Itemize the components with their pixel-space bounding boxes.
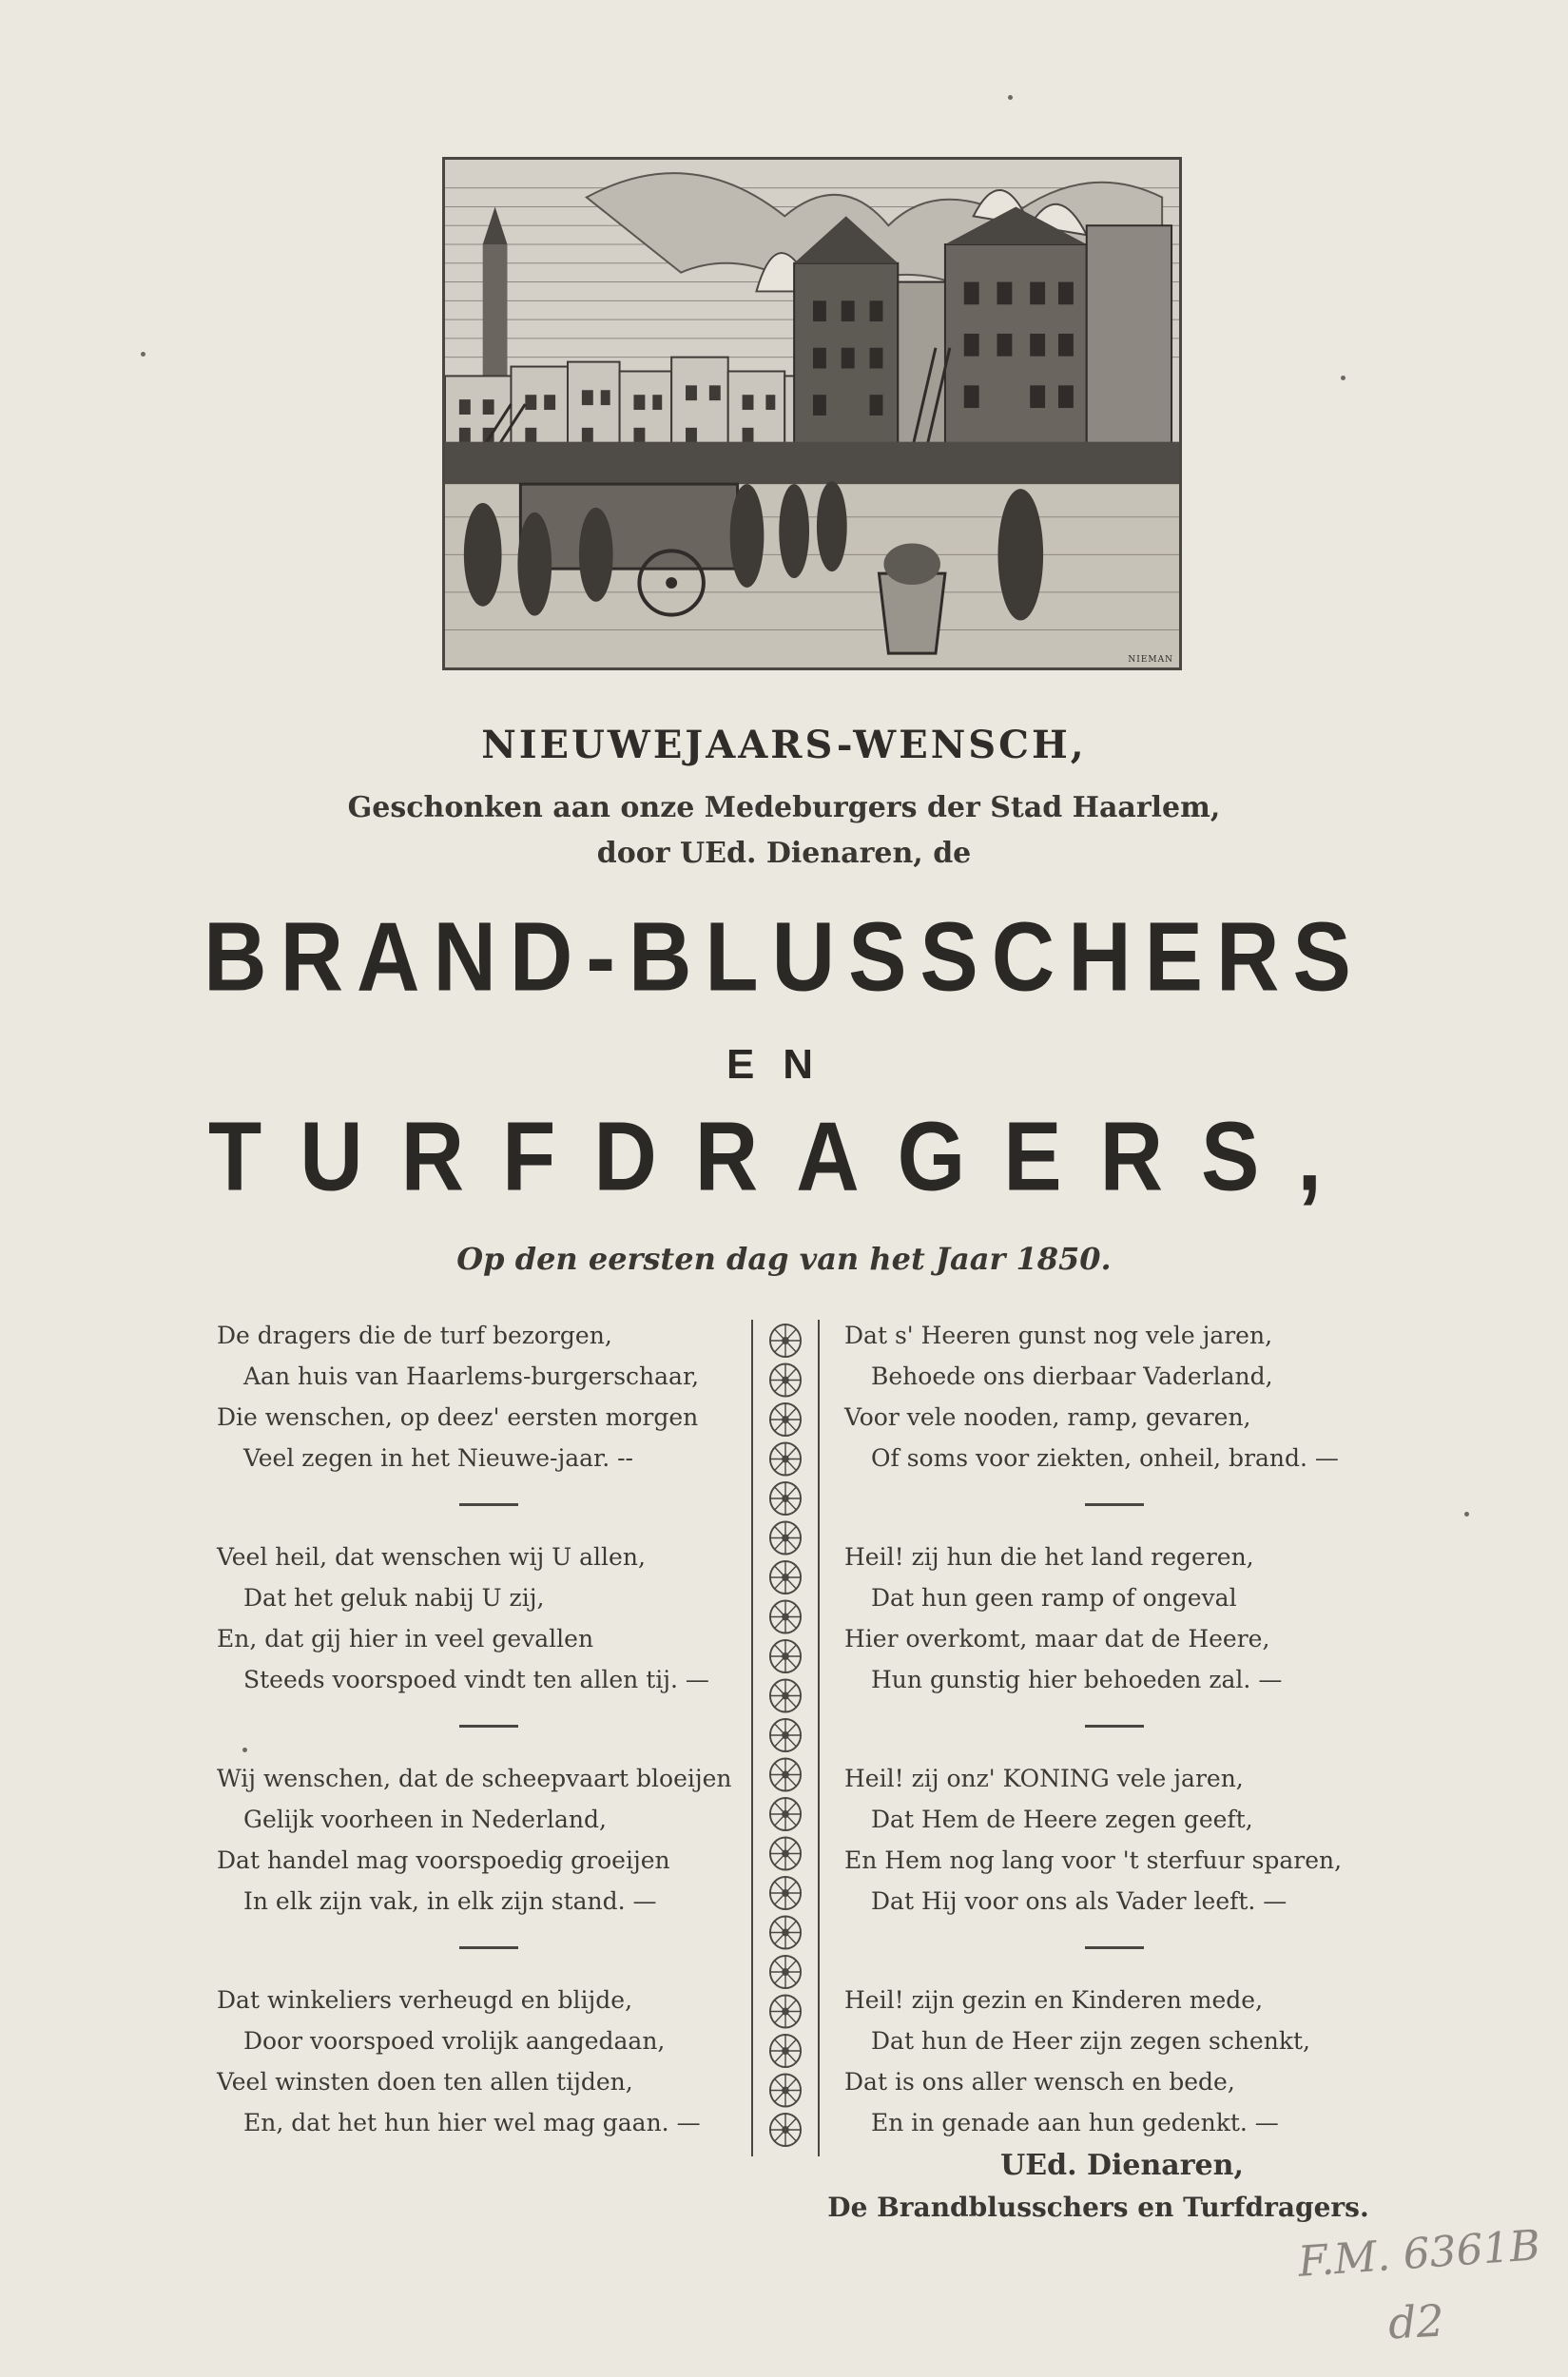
rosette-icon <box>770 2114 801 2146</box>
poem-line: Steeds voorspoed vindt ten allen tij. — <box>243 1666 709 1693</box>
stanza-separator <box>1085 1725 1144 1728</box>
poem-line: De dragers die de turf bezorgen, <box>217 1322 612 1349</box>
rosette-icon <box>770 1996 801 2028</box>
poem-line: Dat Hij voor ons als Vader leeft. — <box>871 1887 1287 1915</box>
rosette-icon <box>770 1838 801 1870</box>
closing-servants: UEd. Dienaren, <box>1000 2149 1244 2182</box>
poem-stanza <box>844 1315 1396 1478</box>
rosette-icon <box>770 1324 801 1357</box>
poem-line: Veel zegen in het Nieuwe-jaar. -- <box>243 1444 633 1472</box>
poem-line: En Hem nog lang voor 't sterfuur sparen, <box>844 1846 1343 1874</box>
poem-line: Dat winkeliers verheugd en blijde, <box>217 1986 633 2014</box>
rosette-icon <box>770 2075 801 2107</box>
ornamental-divider <box>751 1320 820 2156</box>
paper-speck <box>1464 1512 1469 1517</box>
poem-line: Dat handel mag voorspoedig groeijen <box>217 1846 670 1874</box>
fire-scene-woodcut-icon <box>442 157 1182 670</box>
inventory-number: F.M. 6361B <box>1296 2221 1542 2287</box>
poem-line: Of soms voor ziekten, onheil, brand. — <box>871 1444 1339 1472</box>
stanza-separator <box>459 1725 518 1728</box>
poem-stanza <box>844 1536 1396 1700</box>
engraver-mark: NIEMAN <box>1128 655 1173 665</box>
turfdragers-heading: TURFDRAGERS, <box>208 1102 1360 1212</box>
brandblusschers-heading: BRAND-BLUSSCHERS <box>203 902 1365 1013</box>
rosette-icon <box>770 1680 801 1712</box>
poem-line: Gelijk voorheen in Nederland, <box>243 1806 607 1833</box>
rosette-icon <box>770 1719 801 1751</box>
stanza-separator <box>1085 1946 1144 1949</box>
poem-line: In elk zijn vak, in elk zijn stand. — <box>243 1887 657 1915</box>
rosette-icon <box>770 2035 801 2067</box>
poem-line: En in genade aan hun gedenkt. — <box>871 2109 1279 2136</box>
poem-line: Dat het geluk nabij U zij, <box>243 1584 545 1612</box>
poem-line: Veel winsten doen ten allen tijden, <box>217 2068 633 2096</box>
stanza-separator <box>459 1503 518 1506</box>
poem-line: Dat Hem de Heere zegen geeft, <box>871 1806 1253 1833</box>
paper-speck <box>141 352 145 357</box>
poem-line: Hun gunstig hier behoeden zal. — <box>871 1666 1283 1693</box>
poem-line: Heil! zij onz' KONING vele jaren, <box>844 1765 1244 1792</box>
poem-line: Heil! zij hun die het land regeren, <box>844 1543 1254 1571</box>
rosette-icon <box>770 1482 801 1515</box>
poem-stanza <box>844 1758 1396 1922</box>
sub-number: d2 <box>1386 2294 1446 2349</box>
poem-stanza <box>217 1980 768 2143</box>
poem-line: Dat is ons aller wensch en bede, <box>844 2068 1235 2096</box>
poem-line: Veel heil, dat wenschen wij U allen, <box>217 1543 646 1571</box>
rosette-icon <box>770 1522 801 1555</box>
rosette-icon <box>770 1877 801 1909</box>
paper-speck <box>1341 376 1345 380</box>
rosette-icon <box>770 1601 801 1633</box>
stanza-separator <box>1085 1503 1144 1506</box>
closing-signature: De Brandblusschers en Turfdragers. <box>827 2192 1369 2223</box>
poem-line: En, dat gij hier in veel gevallen <box>217 1625 594 1652</box>
poem-line: Voor vele nooden, ramp, gevaren, <box>844 1403 1251 1431</box>
poem-line: Aan huis van Haarlems-burgerschaar, <box>243 1362 700 1390</box>
poem-line: Wij wenschen, dat de scheepvaart bloeijen <box>217 1765 732 1792</box>
poem-line: Dat hun geen ramp of ongeval <box>871 1584 1237 1612</box>
rosette-icon <box>770 1956 801 1988</box>
rosette-icon <box>770 1561 801 1594</box>
rosette-icon <box>770 1403 801 1436</box>
poem-stanza <box>217 1315 768 1478</box>
poem-line: Door voorspoed vrolijk aangedaan, <box>243 2027 666 2055</box>
rosette-icon <box>770 1759 801 1791</box>
date-line: Op den eersten dag van het Jaar 1850. <box>456 1241 1112 1277</box>
dedication-line-2: door UEd. Dienaren, de <box>596 837 972 870</box>
paper-speck <box>242 1748 247 1752</box>
fire-scene-illustration <box>445 160 1179 667</box>
new-year-wish-title: NIEUWEJAARS-WENSCH, <box>481 723 1087 767</box>
poem-stanza <box>217 1758 768 1922</box>
rosette-ornament-strip <box>753 1320 818 2156</box>
rosette-icon <box>770 1917 801 1949</box>
poem-line: En, dat het hun hier wel mag gaan. — <box>243 2109 701 2136</box>
rosette-icon <box>770 1443 801 1476</box>
en-heading: EN <box>726 1041 842 1088</box>
rosette-icon <box>770 1364 801 1397</box>
poem-right-column <box>844 1315 1396 2143</box>
poem-line: Hier overkomt, maar dat de Heere, <box>844 1625 1270 1652</box>
poem-line: Dat s' Heeren gunst nog vele jaren, <box>844 1322 1273 1349</box>
poem-stanza <box>844 1980 1396 2143</box>
paper-speck <box>1008 95 1013 100</box>
poem-line: Heil! zijn gezin en Kinderen mede, <box>844 1986 1264 2014</box>
poem-line: Dat hun de Heer zijn zegen schenkt, <box>871 2027 1310 2055</box>
poem-left-column <box>217 1315 768 2143</box>
poem-line: Die wenschen, op deez' eersten morgen <box>217 1403 699 1431</box>
poem-stanza <box>217 1536 768 1700</box>
dedication-line-1: Geschonken aan onze Medeburgers der Stad Haarlem, <box>347 791 1221 824</box>
stanza-separator <box>459 1946 518 1949</box>
rosette-icon <box>770 1640 801 1672</box>
rosette-icon <box>770 1798 801 1830</box>
poem-line: Behoede ons dierbaar Vaderland, <box>871 1362 1273 1390</box>
